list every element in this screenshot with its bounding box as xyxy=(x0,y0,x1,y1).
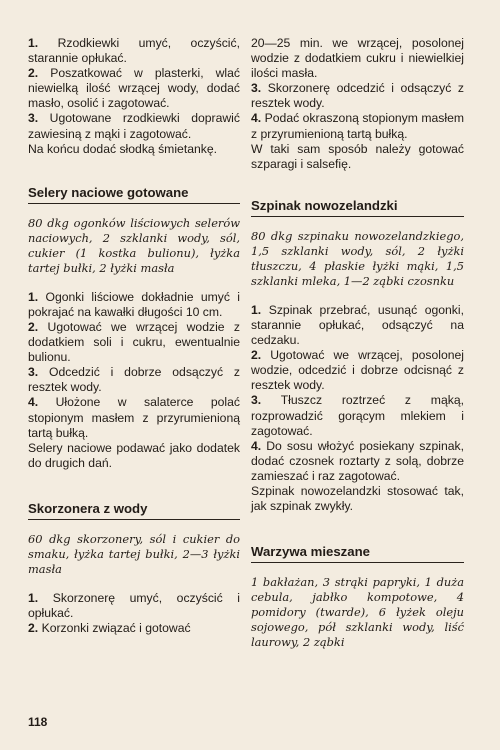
intro-step-2 xyxy=(28,66,240,111)
continued-note: W taki sam sposób należy gotować szparagi i salsefię. xyxy=(251,141,464,171)
step xyxy=(251,348,464,393)
step-text: Szpinak przebrać, usunąć ogonki, starannie opłukać, odsączyć na cedzaku. xyxy=(251,302,464,348)
recipe-steps xyxy=(28,591,240,636)
step-number: 1. xyxy=(28,36,39,50)
step xyxy=(28,621,240,636)
recipe-title: Skorzonera z wody xyxy=(28,501,240,520)
step xyxy=(28,290,240,320)
step-text: Korzonki związać i gotować xyxy=(41,621,191,636)
step-text: Ogonki liściowe dokładnie umyć i pokrajać na kawałki długości 10 cm. xyxy=(28,289,240,319)
step-number: 3. xyxy=(251,81,262,96)
ingredients: 60 dkg skorzonery, sól i cukier do smaku, łyżka tartej bułki, 2—3 łyżki masła xyxy=(28,531,240,576)
step-number: 3. xyxy=(251,393,262,408)
step xyxy=(28,365,240,395)
continued-text: 20—25 min. we wrzącej, posolonej wodzie z dodatkiem cukru i niewielkiej ilości masła. xyxy=(251,36,464,81)
step-text: Skorzonerę odcedzić i odsączyć z resztek wody. xyxy=(251,81,464,111)
step-number: 2. xyxy=(28,319,39,334)
step-text: Rzodkiewki umyć, oczyścić, starannie opłukać. xyxy=(28,36,240,66)
recipe-szpinak xyxy=(251,198,464,514)
recipe-title: Szpinak nowozelandzki xyxy=(251,198,464,217)
step-text: Ugotować we wrzącej, posolonej wodzie, odcedzić i dobrze odcisnąć z resztek wody. xyxy=(251,348,464,393)
intro-note: Na końcu dodać słodką śmietankę. xyxy=(28,141,218,156)
step-number: 3. xyxy=(28,365,39,380)
step-text: Ułożone w salaterce polać stopionym masłem z przyrumienioną tartą bułką. xyxy=(28,395,241,440)
step xyxy=(251,439,464,484)
step-number: 2. xyxy=(28,66,39,81)
step-number: 1. xyxy=(251,302,262,317)
step xyxy=(28,591,240,621)
intro-step-1 xyxy=(28,36,240,66)
step xyxy=(28,395,240,440)
recipe-warzywa xyxy=(251,544,464,650)
step-number: 4. xyxy=(251,111,262,126)
step-number: 2. xyxy=(251,348,262,363)
step-text: Poszatkować w plasterki, wlać niewielką ilość wrzącej wody, dodać masło, osolić i zagotować. xyxy=(28,66,240,111)
step-text: Ugotowane rzodkiewki doprawić zawiesiną z mąki i zagotować. xyxy=(28,111,240,141)
ingredients: 80 dkg szpinaku nowozelandzkiego, 1,5 szklanki wody, sól, 2 łyżki tłuszczu, 4 płaskie łyżki mąki, 1,5 szklanki mleka, 1—2 ząbki czosnku xyxy=(251,228,464,288)
step-number: 4. xyxy=(251,438,262,453)
step-number: 1. xyxy=(28,289,39,304)
intro-steps xyxy=(28,36,240,142)
step-text: Do sosu włożyć posiekany szpinak, dodać czosnek roztarty z solą, dobrze zamieszać i raz zagotować. xyxy=(251,438,464,483)
step-text: Podać okraszoną stopionym masłem z przyrumienioną tartą bułką. xyxy=(251,111,465,141)
ingredients: 80 dkg ogonków liściowych selerów naciowych, 2 szklanki wody, sól, cukier (1 kostka bulionu), łyżka tartej bułki, 2 łyżki masła xyxy=(28,215,240,275)
step-text: Tłuszcz roztrzeć z mąką, rozprowadzić gorącym mlekiem i zagotować. xyxy=(251,393,464,438)
step xyxy=(251,81,464,111)
left-column xyxy=(28,36,240,636)
step-number: 4. xyxy=(28,395,39,410)
recipe-title: Warzywa mieszane xyxy=(251,544,464,563)
right-column xyxy=(251,36,464,664)
recipe-note: Szpinak nowozelandzki stosować tak, jak szpinak zwykły. xyxy=(251,483,464,514)
continued-steps xyxy=(251,81,464,141)
intro-step-3 xyxy=(28,111,240,141)
step-number: 3. xyxy=(28,111,39,126)
recipe-selery xyxy=(28,185,240,471)
recipe-note: Selery naciowe podawać jako dodatek do drugich dań. xyxy=(28,440,240,470)
step xyxy=(251,111,464,141)
recipe-steps xyxy=(251,303,464,484)
step-text: Skorzonerę umyć, oczyścić i opłukać. xyxy=(28,590,240,620)
recipe-title: Selery naciowe gotowane xyxy=(28,185,240,204)
step-number: 1. xyxy=(28,590,39,605)
step-text: Odcedzić i dobrze odsączyć z resztek wody. xyxy=(28,365,241,395)
page-number: 118 xyxy=(28,715,48,729)
ingredients: 1 bakłażan, 3 strąki papryki, 1 duża cebula, jabłko kompotowe, 4 pomidory (twarde), 6 łyżek oleju sojowego, pół szklanki wody, liść laurowy, 2 ząbki xyxy=(251,575,464,650)
step xyxy=(28,320,240,365)
step xyxy=(251,393,464,438)
step xyxy=(251,303,464,348)
step-text: Ugotować we wrzącej wodzie z dodatkiem soli i cukru, ewentualnie bulionu. xyxy=(28,319,240,365)
step-number: 2. xyxy=(28,621,39,636)
recipe-steps xyxy=(28,290,240,441)
recipe-skorzonera xyxy=(28,501,240,636)
